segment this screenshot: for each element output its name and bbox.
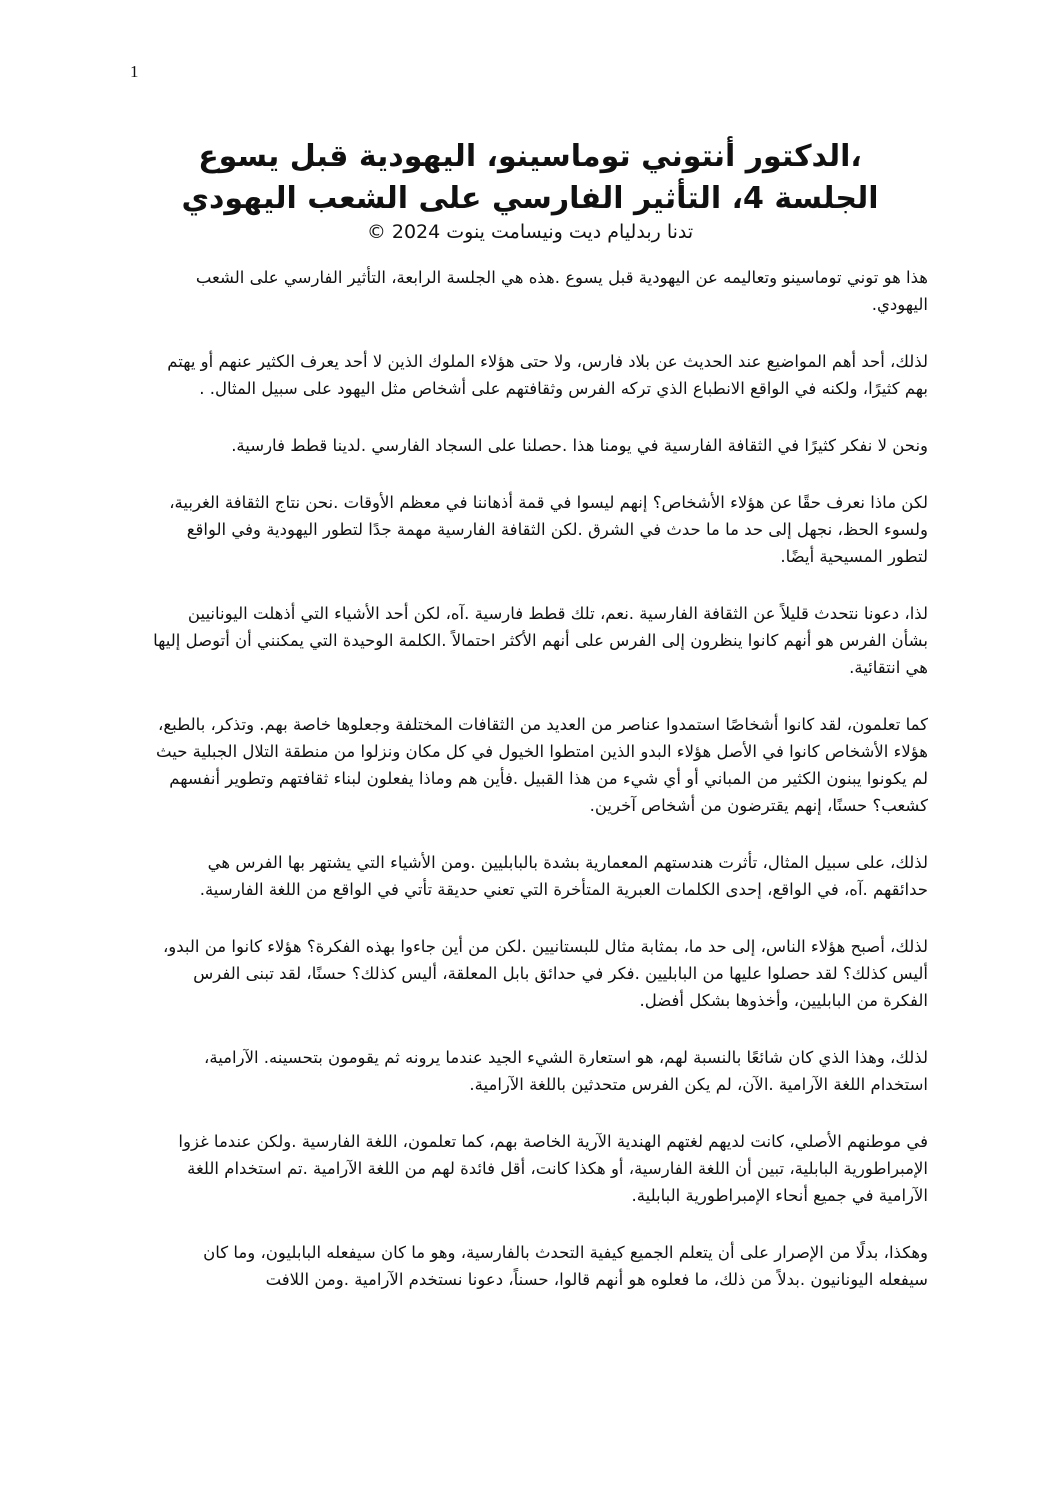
- paragraph: لذلك، وهذا الذي كان شائعًا بالنسبة لهم، هو استعارة الشيء الجيد عندما يرونه ثم يقومون بتحسينه. الآرامية، استخدام اللغة الآرامية .الآن، لم يكن الفرس متحدثين باللغة الآرامية.: [204, 1048, 928, 1094]
- document-title-line-1: ،الدكتور أنتوني توماسينو، اليهودية قبل يسوع: [198, 139, 862, 174]
- page-number: 1: [130, 62, 139, 81]
- paragraph: ونحن لا نفكر كثيرًا في الثقافة الفارسية في يومنا هذا .حصلنا على السجاد الفارسي .لدينا قطط فارسية.: [231, 436, 928, 455]
- copyright-notice: © 2024 تدنا ربدليام ديت ونيسامت ينوت: [366, 221, 694, 243]
- paragraph: وهكذا، بدلًا من الإصرار على أن يتعلم الجميع كيفية التحدث بالفارسية، وهو ما كان سيفعله البابليون، وما كان سيفعله اليونانيون .بدلاً من ذلك، ما فعلوه هو أنهم قالوا، حسناً، دعونا نستخدم الآرامية .ومن اللافت: [203, 1243, 928, 1289]
- document-title-line-2: الجلسة 4، التأثير الفارسي على الشعب اليهودي: [181, 181, 879, 216]
- document-header: [140, 136, 920, 244]
- document-body: [150, 264, 928, 1323]
- paragraph: هذا هو توني توماسينو وتعاليمه عن اليهودية قبل يسوع .هذه هي الجلسة الرابعة، التأثير الفارسي على الشعب اليهودي.: [195, 268, 928, 314]
- paragraph: لكن ماذا نعرف حقًا عن هؤلاء الأشخاص؟ إنهم ليسوا في قمة أذهاننا في معظم الأوقات .نحن نتاج الثقافة الغربية، ولسوء الحظ، نجهل إلى حد ما ما حدث في الشرق .لكن الثقافة الفارسية مهمة جدًا لتطور اليهودية وفي الواقع لتطور المسيحية أيضًا.: [169, 493, 928, 566]
- paragraph: لذا، دعونا نتحدث قليلاً عن الثقافة الفارسية .نعم، تلك قطط فارسية .آه، لكن أحد الأشياء التي أذهلت اليونانيين بشأن الفرس هو أنهم كانوا ينظرون إلى الفرس على أنهم الأكثر احتمالاً .الكلمة الوحيدة التي يمكنني أن أتوصل إليها هي انتقائية.: [153, 604, 928, 677]
- paragraph: لذلك، أصبح هؤلاء الناس، إلى حد ما، بمثابة مثال للبستانيين .لكن من أين جاءوا بهذه الفكرة؟ هؤلاء كانوا من البدو، أليس كذلك؟ لقد حصلوا عليها من البابليين .فكر في حدائق بابل المعلقة، أليس كذلك؟ حسنًا، لقد تبنى الفرس الفكرة من البابليين، وأخذوها بشكل أفضل.: [162, 937, 928, 1010]
- paragraph: لذلك، على سبيل المثال، تأثرت هندستهم المعمارية بشدة بالبابليين .ومن الأشياء التي يشتهر بها الفرس هي حدائقهم .آه، في الواقع، إحدى الكلمات العبرية المتأخرة التي تعني حديقة تأتي في الواقع من اللغة الفارسية.: [199, 853, 928, 899]
- paragraph: كما تعلمون، لقد كانوا أشخاصًا استمدوا عناصر من العديد من الثقافات المختلفة وجعلوها خاصة بهم. وتذكر، بالطبع، هؤلاء الأشخاص كانوا في الأصل هؤلاء البدو الذين امتطوا الخيول في كل مكان ونزلوا من منطقة التلال الجبلية حيث لم يكونوا يبنون الكثير من المباني أو أي شيء من هذا القبيل .فأين هم وماذا يفعلون لبناء ثقافتهم وتطوير أنفسهم كشعب؟ حسنًا، إنهم يقترضون من أشخاص آخرين.: [156, 715, 928, 815]
- paragraph: في موطنهم الأصلي، كانت لديهم لغتهم الهندية الآرية الخاصة بهم، كما تعلمون، اللغة الفارسية .ولكن عندما غزوا الإمبراطورية البابلية، تبين أن اللغة الفارسية، أو هكذا كانت، أقل فائدة لهم من اللغة الآرامية .تم استخدام اللغة الآرامية في جميع أنحاء الإمبراطورية البابلية.: [178, 1132, 928, 1205]
- paragraph: لذلك، أحد أهم المواضيع عند الحديث عن بلاد فارس، ولا حتى هؤلاء الملوك الذين لا أحد يعرف الكثير عنهم أو يهتم بهم كثيرًا، ولكنه في الواقع الانطباع الذي تركه الفرس وثقافتهم على أشخاص مثل اليهود على سبيل المثال. .: [167, 352, 928, 398]
